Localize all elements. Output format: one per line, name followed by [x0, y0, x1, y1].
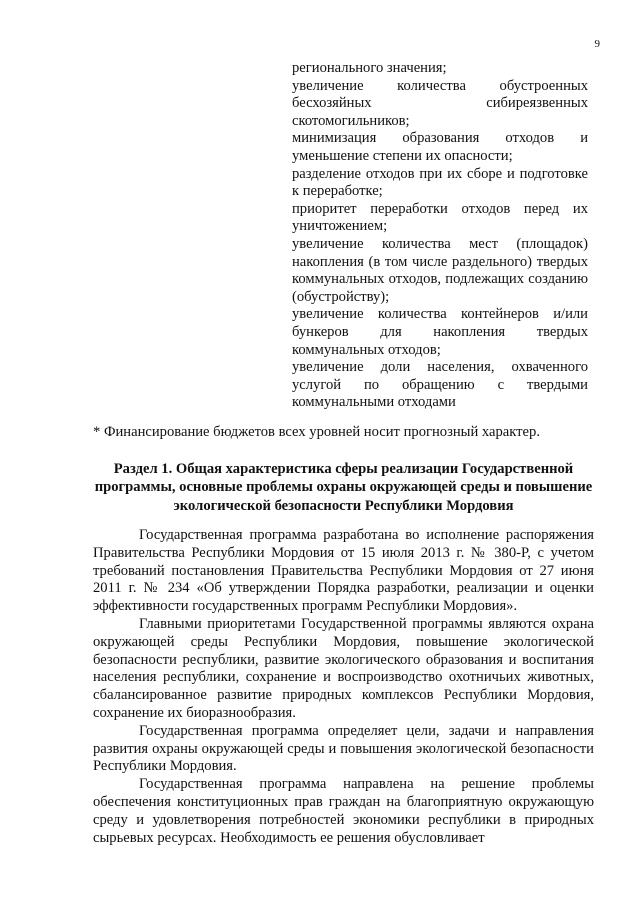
list-item: приоритет переработки отходов перед их уничтожением;: [292, 200, 588, 235]
list-item: увеличение доли населения, охваченного услугой по обращению с твердыми коммунальными отходами: [292, 359, 588, 411]
list-item: минимизация образования отходов и уменьшение степени их опасности;: [292, 130, 588, 164]
list-item: регионального значения;: [292, 60, 447, 76]
section-title: Раздел 1. Общая характеристика сферы реализации Государственной программы, основные проблемы охраны окружающей среды и повышение экологической безопасности Республики Мордовия: [94, 461, 593, 514]
paragraph: Государственная программа определяет цели, задачи и направления развития охраны окружающей среды и повышения экологической безопасности Республики Мордовия.: [93, 722, 594, 775]
list-item: увеличение количества мест (площадок) накопления (в том числе раздельного) твердых коммунальных отходов, подлежащих созданию (обустройству);: [292, 235, 588, 305]
section-body: [93, 527, 594, 847]
financing-footnote: * Финансирование бюджетов всех уровней носит прогнозный характер.: [93, 424, 540, 440]
goals-list: [292, 60, 588, 412]
list-item: увеличение количества контейнеров и/или бункеров для накопления твердых коммунальных отходов;: [292, 306, 588, 358]
page-number: 9: [594, 38, 600, 50]
paragraph: Главными приоритетами Государственной программы являются охрана окружающей среды Республики Мордовия, повышение экологической безопасности республики, развитие экологического образования и воспитания населения республики, сохранение и воспроизводство охотничьих животных, сбалансированное развитие природных комплексов Республики Мордовия, сохранение их биоразнообразия.: [93, 615, 594, 721]
paragraph: Государственная программа направлена на решение проблемы обеспечения конституционных прав граждан на благоприятную окружающую среду и удовлетворения потребностей экономики республики в природных сырьевых ресурсах. Необходимость ее решения обусловливает: [93, 776, 594, 846]
list-item: разделение отходов при их сборе и подготовке к переработке;: [292, 165, 588, 200]
list-item: увеличение количества обустроенных бесхозяйных сибиреязвенных скотомогильников;: [292, 77, 588, 129]
paragraph: Государственная программа разработана во исполнение распоряжения Правительства Республики Мордовия от 15 июля 2013 г. № 380-Р, с учетом требований постановления Правительства Республики Мордовия от 27 июня 2011 г. № 234 «Об утверждении Порядка разработки, реализации и оценки эффективности государственных программ Республики Мордовия».: [93, 527, 594, 615]
